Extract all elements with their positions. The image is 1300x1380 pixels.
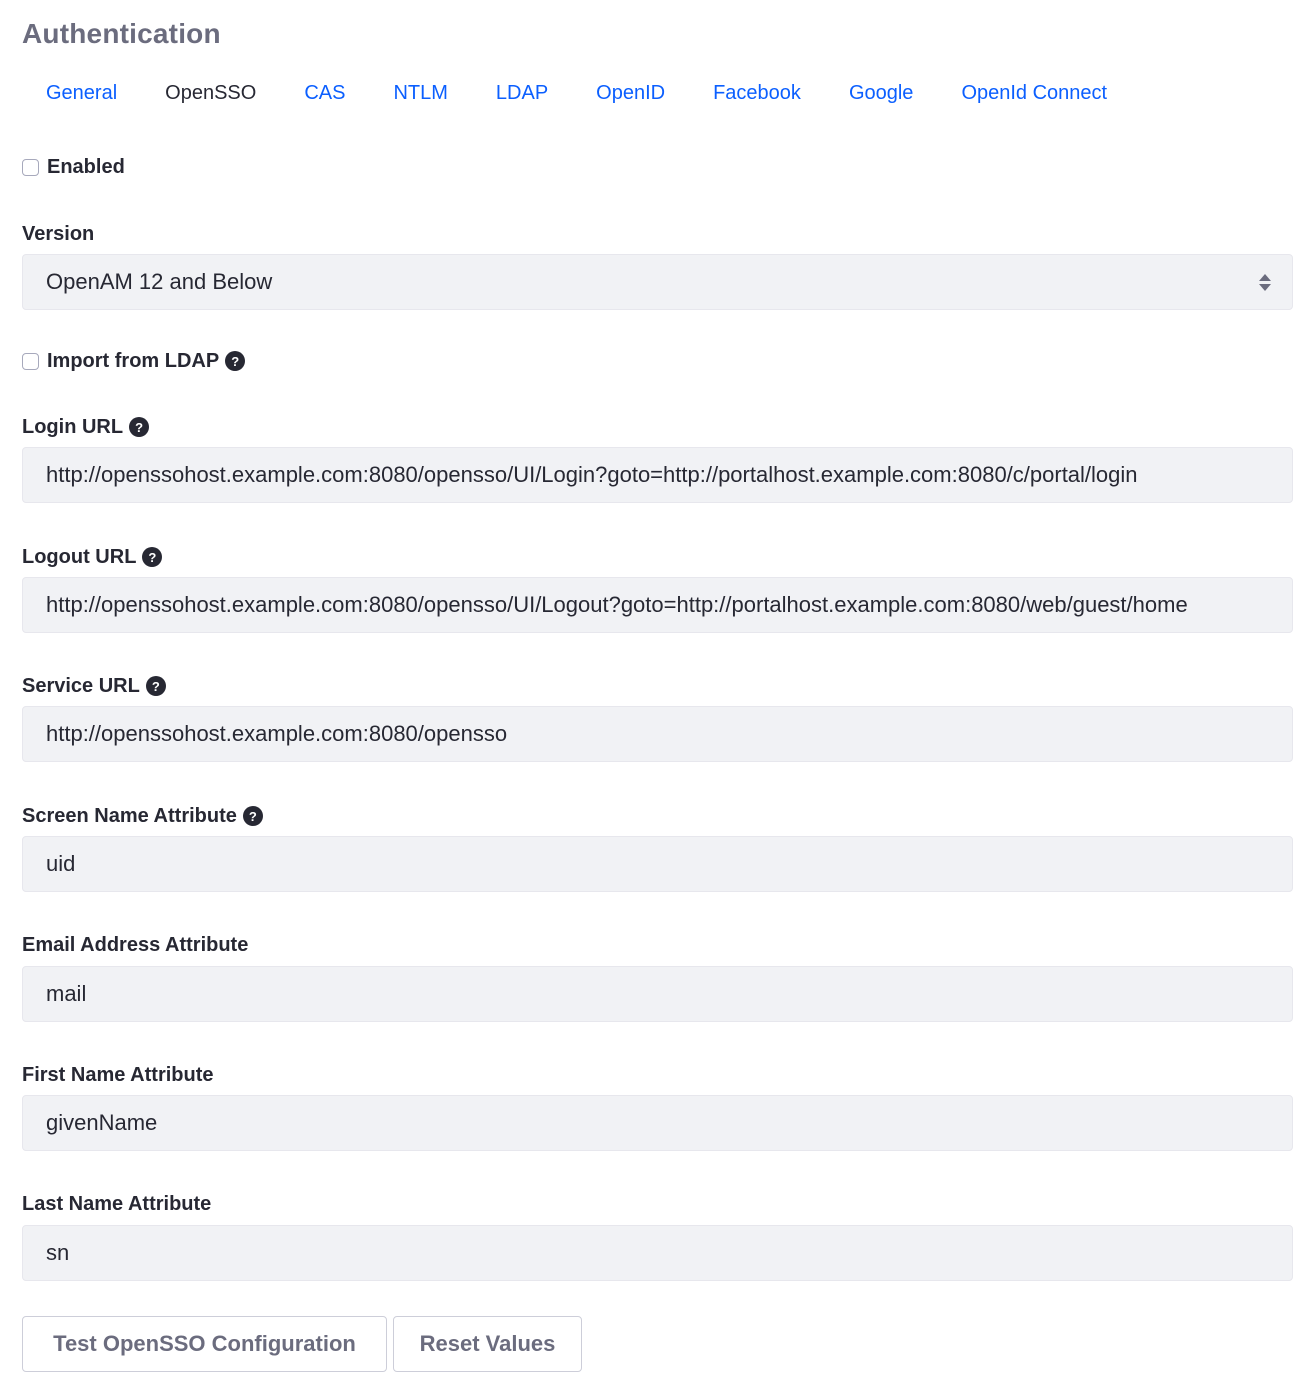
login-url-input[interactable]: http://openssohost.example.com:8080/opensso/UI/Login?goto=http://portalhost.example.com:8080/c/portal/login: [22, 447, 1293, 503]
logout-url-label: Logout URL: [22, 545, 137, 568]
tab-ldap[interactable]: LDAP: [495, 82, 549, 104]
tab-general[interactable]: General: [46, 82, 118, 104]
question-circle-icon[interactable]: ?: [225, 351, 245, 371]
question-circle-icon[interactable]: ?: [146, 676, 166, 696]
version-select-value: OpenAM 12 and Below: [46, 269, 273, 294]
screen-name-label-row: [22, 804, 263, 828]
logout-url-label-row: [22, 545, 162, 569]
last-name-label-row: [22, 1192, 211, 1216]
question-circle-icon[interactable]: ?: [142, 547, 162, 567]
login-url-label: Login URL: [22, 415, 124, 438]
tab-google[interactable]: Google: [848, 82, 914, 104]
first-name-label-row: [22, 1063, 214, 1087]
auth-tabs: [22, 78, 1131, 108]
service-url-input[interactable]: http://openssohost.example.com:8080/opensso: [22, 706, 1293, 762]
tab-ntlm[interactable]: NTLM: [393, 82, 448, 104]
test-configuration-button[interactable]: Test OpenSSO Configuration: [22, 1316, 387, 1372]
service-url-label: Service URL: [22, 674, 140, 697]
first-name-input[interactable]: givenName: [22, 1095, 1293, 1151]
last-name-label: Last Name Attribute: [22, 1192, 212, 1215]
last-name-input[interactable]: sn: [22, 1225, 1293, 1281]
import-ldap-label[interactable]: Import from LDAP: [47, 349, 220, 372]
version-label-row: [22, 222, 94, 246]
screen-name-label: Screen Name Attribute: [22, 804, 237, 827]
reset-values-button[interactable]: Reset Values: [393, 1316, 582, 1372]
screen-name-input[interactable]: uid: [22, 836, 1293, 892]
version-label: Version: [22, 222, 95, 245]
login-url-label-row: [22, 415, 149, 439]
tab-opensso[interactable]: OpenSSO: [165, 82, 257, 104]
tab-cas[interactable]: CAS: [304, 82, 346, 104]
enabled-label[interactable]: Enabled: [47, 155, 125, 178]
enabled-checkbox[interactable]: [22, 159, 39, 176]
question-circle-icon[interactable]: ?: [243, 806, 263, 826]
import-ldap-row: [22, 349, 245, 373]
service-url-label-row: [22, 674, 166, 698]
select-arrows-icon: [1259, 274, 1271, 291]
tab-openid-connect[interactable]: OpenId Connect: [961, 82, 1108, 104]
logout-url-input[interactable]: http://openssohost.example.com:8080/opensso/UI/Logout?goto=http://portalhost.example.com:8080/web/guest/home: [22, 577, 1293, 633]
email-attr-input[interactable]: mail: [22, 966, 1293, 1022]
email-attr-label: Email Address Attribute: [22, 933, 249, 956]
page-title: Authentication: [22, 18, 221, 49]
email-attr-label-row: [22, 933, 248, 957]
question-circle-icon[interactable]: ?: [129, 417, 149, 437]
first-name-label: First Name Attribute: [22, 1063, 214, 1086]
enabled-row: [22, 155, 125, 179]
tab-openid[interactable]: OpenID: [596, 82, 666, 104]
version-select[interactable]: [22, 254, 1293, 310]
import-ldap-checkbox[interactable]: [22, 353, 39, 370]
tab-facebook[interactable]: Facebook: [713, 82, 801, 104]
